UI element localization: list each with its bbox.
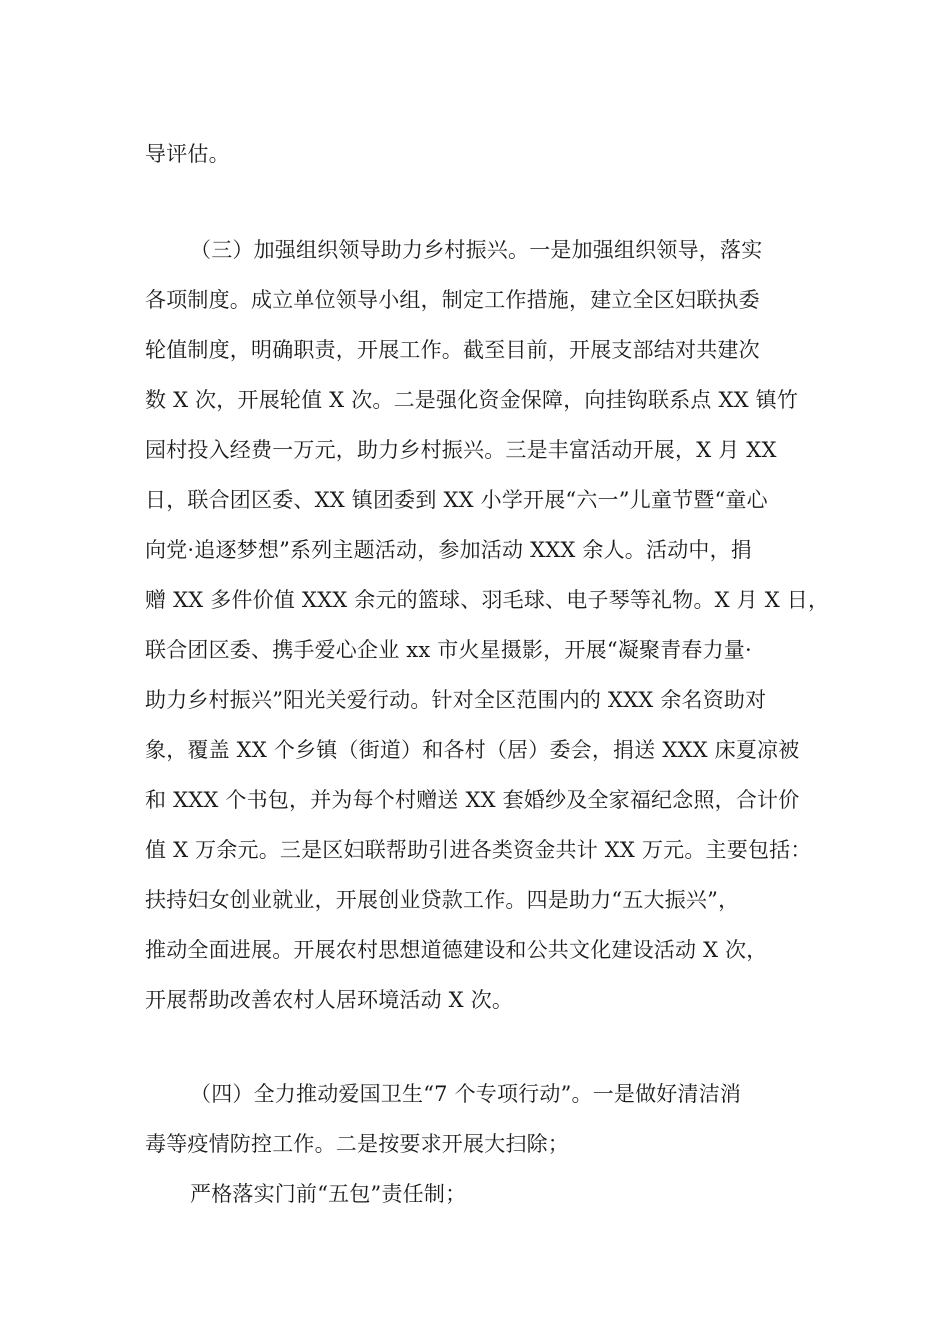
text-line: 推动全面进展。开展农村思想道德建设和公共文化建设活动 X 次， — [145, 938, 768, 962]
text-line: 象，覆盖 XX 个乡镇（街道）和各村（居）委会，捐送 XXX 床夏凉被 — [145, 738, 800, 762]
text-line: 联合团区委、携手爱心企业 xx 市火星摄影，开展“凝聚青春力量· — [145, 638, 752, 662]
section-heading-3: （三）加强组织领导助力乡村振兴。一是加强组织领导，落实 — [190, 238, 763, 262]
text-line: 向党·追逐梦想”系列主题活动，参加活动 XXX 余人。活动中，捐 — [145, 538, 753, 562]
text-line: 数 X 次，开展轮值 X 次。二是强化资金保障，向挂钩联系点 XX 镇竹 — [145, 388, 799, 412]
text-line: 助力乡村振兴”阳光关爱行动。针对全区范围内的 XXX 余名资助对 — [145, 688, 767, 712]
text-line: 轮值制度，明确职责，开展工作。截至目前，开展支部结对共建次 — [145, 338, 760, 362]
text-line: 导评估。 — [145, 142, 230, 166]
text-line: 赠 XX 多件价值 XXX 余元的篮球、羽毛球、电子琴等礼物。X 月 X 日， — [145, 588, 830, 612]
text-line: 和 XXX 个书包，并为每个村赠送 XX 套婚纱及全家福纪念照，合计价 — [145, 788, 800, 812]
section-heading-4: （四）全力推动爱国卫生“7 个专项行动”。一是做好清洁消 — [190, 1082, 742, 1106]
text-line: 严格落实门前“五包”责任制； — [190, 1182, 467, 1206]
text-line: 开展帮助改善农村人居环境活动 X 次。 — [145, 988, 514, 1012]
text-line: 园村投入经费一万元，助力乡村振兴。三是丰富活动开展，X 月 XX — [145, 438, 777, 462]
text-line: 日，联合团区委、XX 镇团委到 XX 小学开展“六一”儿童节暨“童心 — [145, 488, 768, 512]
text-line: 毒等疫情防控工作。二是按要求开展大扫除； — [145, 1132, 569, 1156]
text-line: 扶持妇女创业就业，开展创业贷款工作。四是助力“五大振兴”， — [145, 888, 740, 912]
text-line: 值 X 万余元。三是区妇联帮助引进各类资金共计 XX 万元。主要包括： — [145, 838, 812, 862]
text-line: 各项制度。成立单位领导小组，制定工作措施，建立全区妇联执委 — [145, 288, 760, 312]
